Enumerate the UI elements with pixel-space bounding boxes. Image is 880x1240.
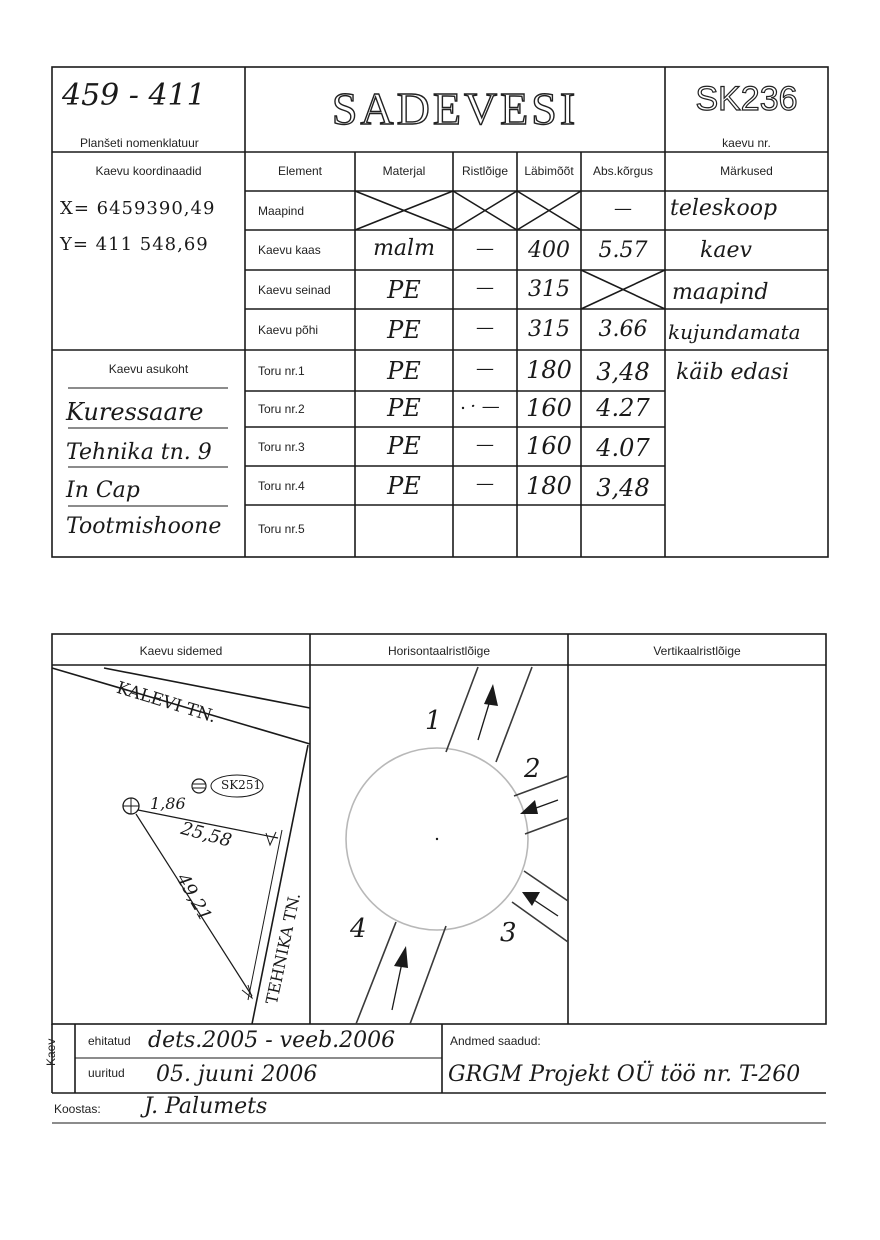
row-material: PE <box>387 276 421 304</box>
footer-side-label: Kaev <box>44 1038 58 1066</box>
row-element: Toru nr.2 <box>258 402 305 416</box>
compiler-label: Koostas: <box>54 1102 101 1116</box>
location-label: Kaevu asukoht <box>108 362 189 376</box>
data-source-label: Andmed saadud: <box>450 1034 541 1048</box>
row-height: — <box>614 198 632 219</box>
row-element: Kaevu põhi <box>258 323 319 337</box>
row-material: PE <box>387 316 421 344</box>
row-cross: · — <box>470 396 500 417</box>
row-cross: — <box>476 434 494 455</box>
row-element: Toru nr.3 <box>258 440 305 454</box>
row-material: PE <box>387 394 421 422</box>
row-note: kaev <box>700 238 752 263</box>
pipe-label-2: 2 <box>524 754 541 784</box>
nomenclature-label: Planšeti nomenklatuur <box>80 136 199 150</box>
surveyed-value: 05. juuni 2006 <box>156 1062 318 1087</box>
row-note: teleskoop <box>670 196 778 221</box>
header-material: Materjal <box>382 164 426 178</box>
header-element: Element <box>277 164 323 178</box>
pipe-label-1: 1 <box>425 706 442 736</box>
row-diameter: 180 <box>526 472 572 500</box>
row-diameter: 315 <box>528 277 570 302</box>
distance-side-a: 25,58 <box>178 818 234 852</box>
street-kalevi: KALEVI TN. <box>114 678 219 728</box>
row-note: kujundamata <box>668 320 801 344</box>
pipe-label-3: 3 <box>500 918 517 948</box>
distance-side-b: 49,21 <box>171 870 216 926</box>
location-street: Tehnika tn. 9 <box>66 440 212 465</box>
row-element: Toru nr.1 <box>258 364 305 378</box>
row-element: Maapind <box>258 204 305 218</box>
coordinates-label: Kaevu koordinaadid <box>95 164 202 178</box>
row-material: PE <box>387 357 421 385</box>
row-diameter: 400 <box>528 238 570 263</box>
row-diameter: 180 <box>526 356 572 384</box>
section-vertical-label: Vertikaalristlõige <box>653 644 741 658</box>
reference-well: SK251 <box>221 778 262 792</box>
row-material: malm <box>373 236 435 261</box>
row-diameter: 160 <box>526 432 572 460</box>
row-element: Toru nr.5 <box>258 522 305 536</box>
row-element: Kaevu seinad <box>258 283 331 297</box>
street-tehnika: TEHNIKA TN. <box>262 891 305 1006</box>
row-material: PE <box>387 432 421 460</box>
location-owner: In Cap <box>66 478 140 503</box>
nomenclature-value: 459 - 411 <box>62 78 206 113</box>
location-city: Kuressaare <box>66 398 204 426</box>
distance-reference: 1,86 <box>150 794 186 813</box>
location-building: Tootmishoone <box>66 514 222 539</box>
built-label: ehitatud <box>88 1034 131 1048</box>
pipe-label-4: 4 <box>350 914 367 944</box>
well-number: SK236 <box>695 80 798 118</box>
header-abs-height: Abs.kõrgus <box>592 164 654 178</box>
coordinate-x: X= 6459390,49 <box>60 198 216 219</box>
row-height: 3,48 <box>596 474 650 502</box>
row-cross: — <box>476 277 494 298</box>
row-diameter: 160 <box>526 394 572 422</box>
row-height: 3,48 <box>596 358 650 386</box>
compiler-value: J. Palumets <box>144 1094 268 1119</box>
row-height: 4.07 <box>596 434 650 462</box>
row-cross: — <box>476 317 494 338</box>
row-cross: — <box>476 358 494 379</box>
built-value: dets.2005 - veeb.2006 <box>148 1028 396 1053</box>
row-diameter: 315 <box>528 317 570 342</box>
row-height: 3.66 <box>598 317 648 342</box>
data-source-value: GRGM Projekt OÜ töö nr. T-260 <box>448 1062 801 1087</box>
row-note: käib edasi <box>676 360 790 385</box>
header-notes: Märkused <box>720 164 773 178</box>
well-number-label: kaevu nr. <box>722 136 771 150</box>
header-cross-section: Ristlõige <box>461 164 509 178</box>
row-material: PE <box>387 472 421 500</box>
coordinate-y: Y= 411 548,69 <box>60 234 209 255</box>
row-note: maapind <box>672 280 769 305</box>
header-diameter: Läbimõõt <box>524 164 574 178</box>
row-element: Kaevu kaas <box>258 243 321 257</box>
row-cross: — <box>476 473 494 494</box>
surveyed-label: uuritud <box>88 1066 125 1080</box>
row-height: 5.57 <box>598 238 648 263</box>
row-element: Toru nr.4 <box>258 479 305 493</box>
section-connections-label: Kaevu sidemed <box>139 644 223 658</box>
row-cross: — <box>476 238 494 259</box>
document-title: SADEVESI <box>331 83 579 134</box>
row-height: 4.27 <box>596 394 650 422</box>
section-horizontal-label: Horisontaalristlõige <box>387 644 491 658</box>
